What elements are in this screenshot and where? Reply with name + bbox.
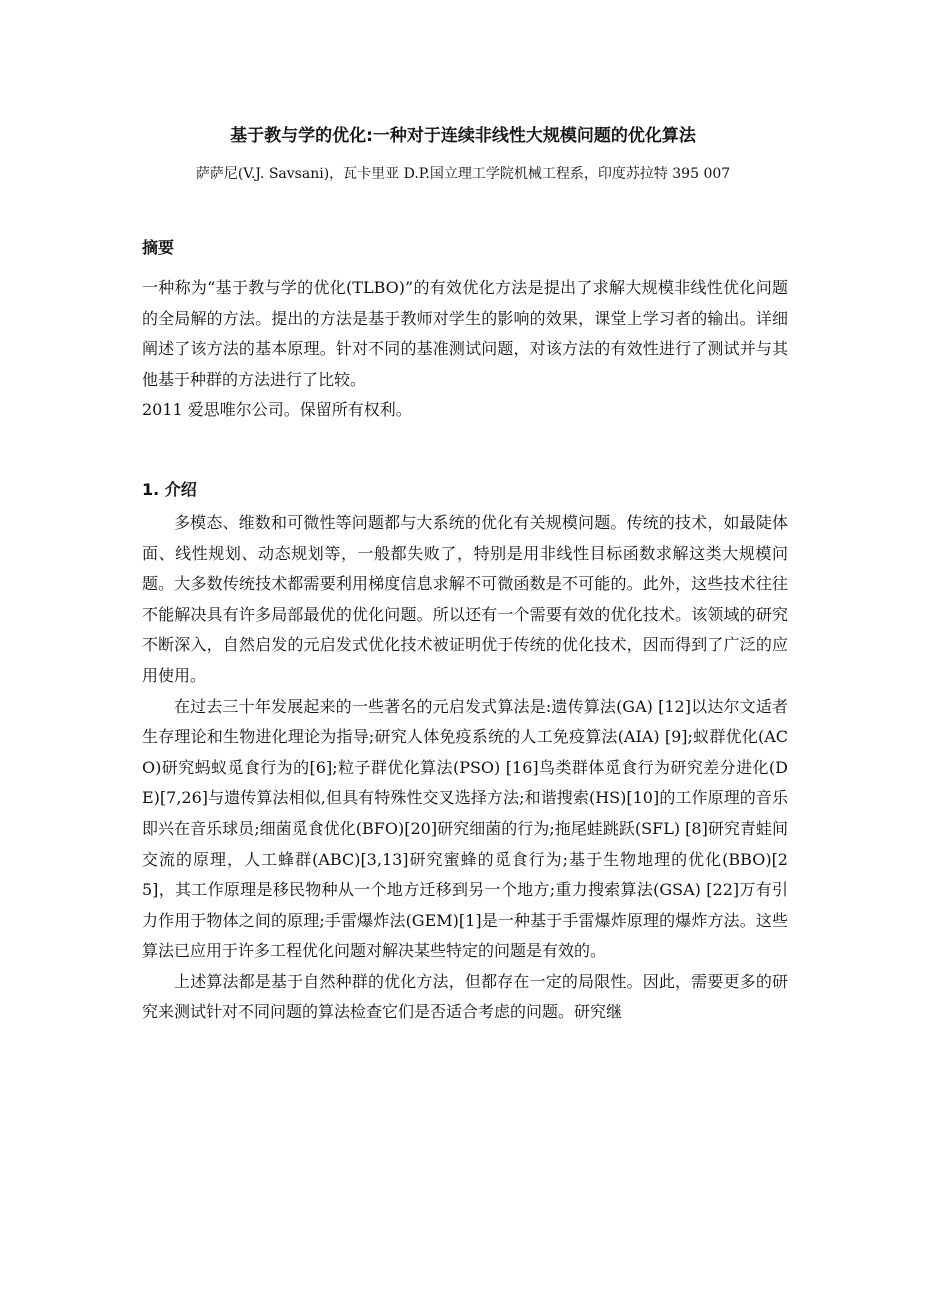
copyright-line: 2011 爱思唯尔公司。保留所有权利。 xyxy=(142,400,412,420)
intro-paragraph-1: 多模态、维数和可微性等问题都与大系统的优化有关规模问题。传统的技术，如最陡体面、线性规划、动态规划等，一般都失败了，特别是用非线性目标函数求解这类大规模问题。大多数传统技术都需要利用梯度信息求解不可微函数是不可能的。此外，这些技术往往不能解决具有许多局部最优的优化问题。所以还有一个需要有效的优化技术。该领域的研究不断深入，自然启发的元启发式优化技术被证明优于传统的优化技术，因而得到了广泛的应用使用。 xyxy=(142,512,788,685)
paper-title: 基于教与学的优化:一种对于连续非线性大规模问题的优化算法 xyxy=(230,126,696,146)
abstract-heading: 摘要 xyxy=(142,238,175,257)
intro-paragraph-2: 在过去三十年发展起来的一些著名的元启发式算法是:遗传算法(GA) [12]以达尔文适者生存理论和生物进化理论为指导;研究人体免疫系统的人工免疫算法(AIA) [9];蚁群优化(ACO)研究蚂蚁觅食行为的[6];粒子群优化算法(PSO) [16]鸟类群体觅食行为研究差分进化(DE)[7,26]与遗传算法相似,但具有特殊性交叉选择方法;和谐搜索(HS)[10]的工作原理的音乐即兴在音乐球员;细菌觅食优化(BFO)[20]研究细菌的行为;拖尾蛙跳跃(SFL) [8]研究青蛙间交流的原理，人工蜂群(ABC)[3,13]研究蜜蜂的觅食行为;基于生物地理的优化(BBO)[25]，其工作原理是移民物种从一个地方迁移到另一个地方;重力搜索算法(GSA) [22]万有引力作用于物体之间的原理;手雷爆炸法(GEM)[1]是一种基于手雷爆炸原理的爆炸方法。这些算法已应用于许多工程优化问题对解决某些特定的问题是有效的。 xyxy=(142,696,788,961)
paper-authors: 萨萨尼(V.J. Savsani)，瓦卡里亚 D.P.国立理工学院机械工程系，印度苏拉特 395 007 xyxy=(195,166,731,182)
section-heading-introduction: 1. 介绍 xyxy=(142,479,197,499)
abstract-text: 一种称为“基于教与学的优化(TLBO)”的有效优化方法是提出了求解大规模非线性优化问题的全局解的方法。提出的方法是基于教师对学生的影响的效果，课堂上学习者的输出。详细阐述了该方法的基本原理。针对不同的基准测试问题，对该方法的有效性进行了测试并与其他基于种群的方法进行了比较。 xyxy=(142,278,788,389)
spacer xyxy=(142,426,788,472)
spacer xyxy=(142,266,788,273)
intro-paragraph-3: 上述算法都是基于自然种群的优化方法，但都存在一定的局限性。因此，需要更多的研究来测试针对不同问题的算法检查它们是否适合考虑的问题。研究继 xyxy=(142,971,788,1022)
paper-body xyxy=(142,230,788,1028)
